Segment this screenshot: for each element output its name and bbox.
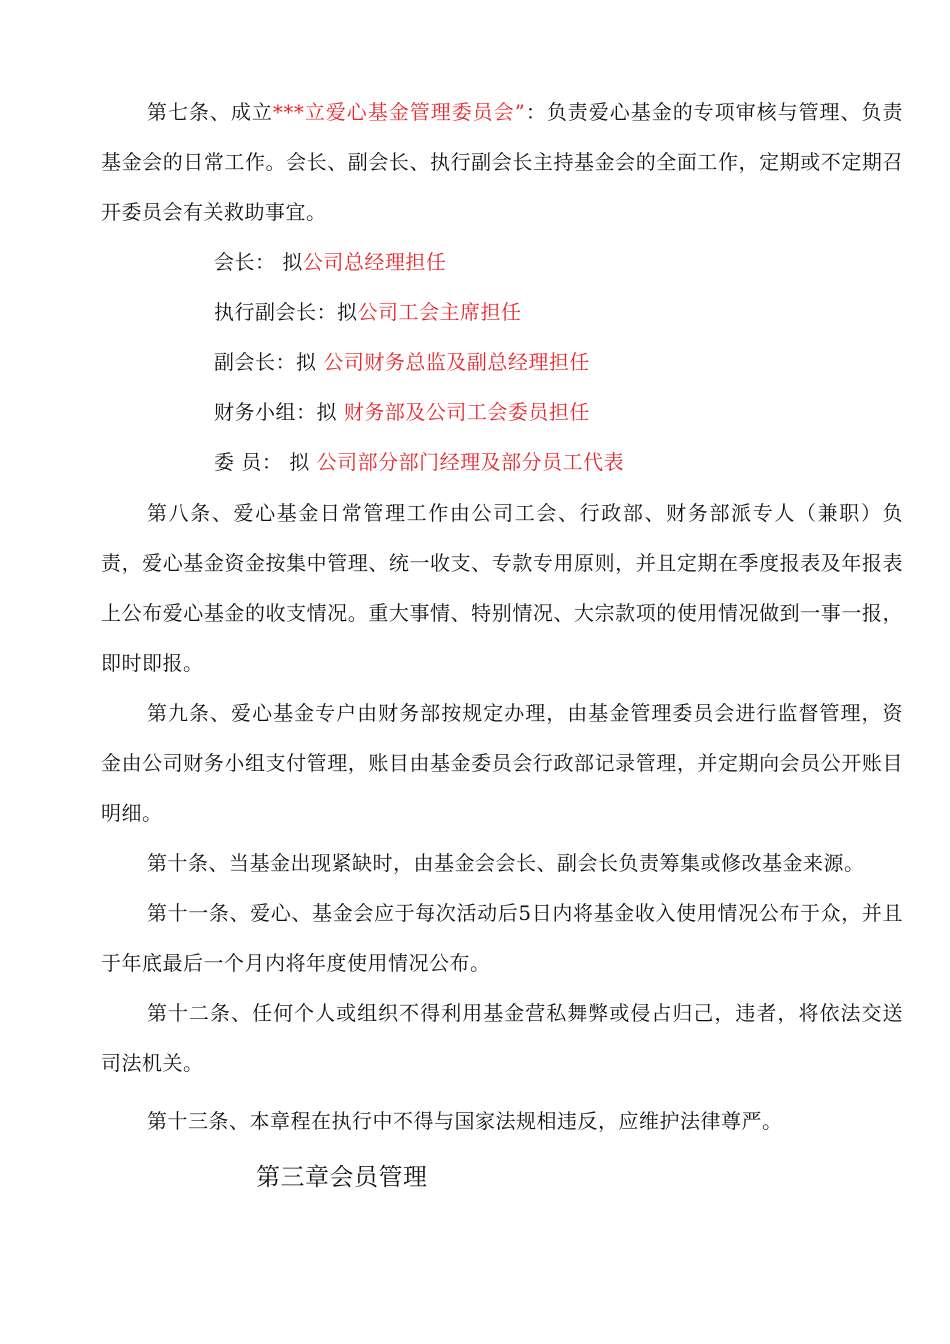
role-value: 财务部及公司工会委员担任 xyxy=(343,400,590,424)
role-value: 公司总经理担任 xyxy=(302,250,447,274)
article-7-committee-name: ***立爱心基金管理委员会” xyxy=(272,100,526,124)
role-label: 委 员： 拟 xyxy=(214,450,317,474)
chapter-heading: 第三章会员管理 xyxy=(256,1163,428,1191)
article-7-body: ：负责爱心基金的专项审核与管理、负责基金会的日常工作。会长、副会长、执行副会长主持基金会的全面工作，定期或不定期召开委员会有关救助事宜。 xyxy=(101,100,903,224)
article-8-paragraph: 第八条、爱心基金日常管理工作由公司工会、行政部、财务部派专人（兼职）负责，爱心基金资金按集中管理、统一收支、专款专用原则，并且定期在季度报表及年报表上公布爱心基金的收支情况。重大事情、特别情况、大宗款项的使用情况做到一事一报，即时即报。 xyxy=(101,501,903,675)
article-13-paragraph: 第十三条、本章程在执行中不得与国家法规相违反，应维护法律尊严。 xyxy=(147,1109,783,1133)
role-line-president xyxy=(214,237,446,287)
role-line-vice-president xyxy=(214,337,590,387)
article-7-prefix: 第七条、成立 xyxy=(147,100,273,124)
article-12-paragraph: 第十二条、任何个人或组织不得利用基金营私舞弊或侵占归己，违者，将依法交送司法机关。 xyxy=(101,1001,903,1075)
role-label: 财务小组：拟 xyxy=(214,400,344,424)
role-value: 公司工会主席担任 xyxy=(357,300,522,324)
role-label: 副会长：拟 xyxy=(214,350,324,374)
article-7-paragraph xyxy=(101,87,903,237)
role-value: 公司部分部门经理及部分员工代表 xyxy=(316,450,625,474)
role-line-executive-vice-president xyxy=(214,287,522,337)
article-10-paragraph: 第十条、当基金出现紧缺时，由基金会会长、副会长负责筹集或修改基金来源。 xyxy=(147,851,865,875)
role-value: 公司财务总监及副总经理担任 xyxy=(323,350,590,374)
article-11-paragraph: 第十一条、爱心、基金会应于每次活动后5日内将基金收入使用情况公布于众，并且于年底最后一个月内将年度使用情况公布。 xyxy=(101,901,903,975)
role-line-members xyxy=(214,437,624,487)
role-label: 会长： 拟 xyxy=(214,250,303,274)
role-line-finance-group xyxy=(214,387,590,437)
article-9-paragraph: 第九条、爱心基金专户由财务部按规定办理，由基金管理委员会进行监督管理，资金由公司财务小组支付管理，账目由基金委员会行政部记录管理，并定期向会员公开账目明细。 xyxy=(101,701,903,825)
role-label: 执行副会长：拟 xyxy=(214,300,358,324)
